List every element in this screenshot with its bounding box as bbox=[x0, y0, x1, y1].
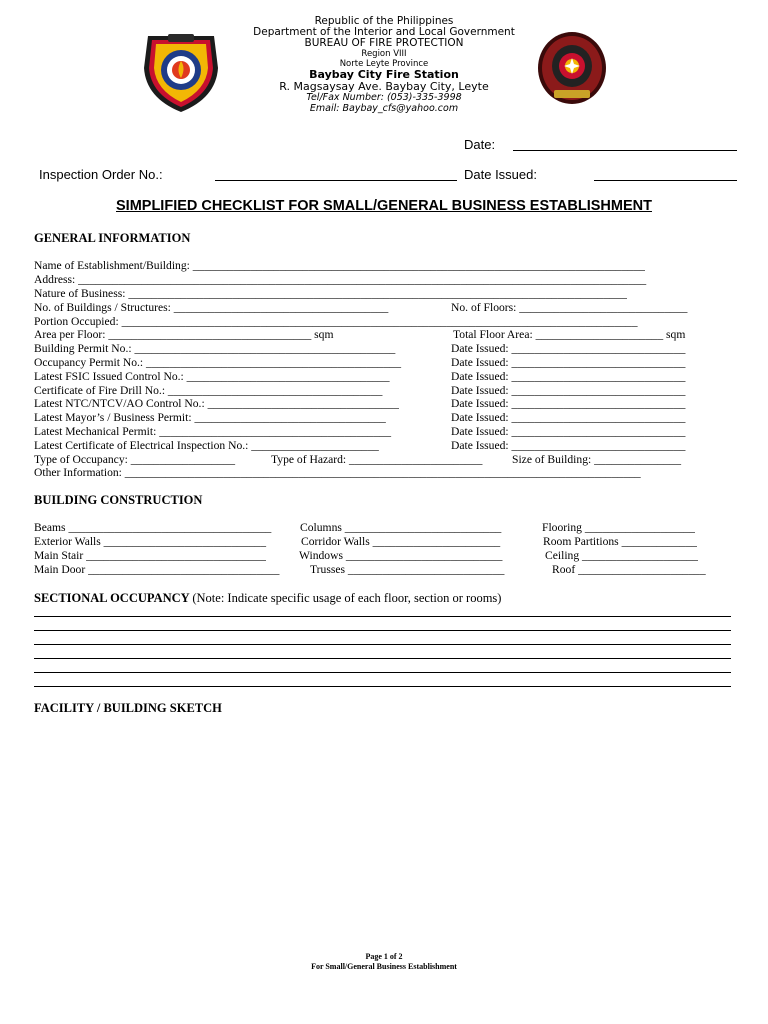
facility-sketch-heading: FACILITY / BUILDING SKETCH bbox=[34, 701, 222, 715]
header-line-1: Republic of the Philippines bbox=[314, 15, 454, 27]
page-footer bbox=[0, 952, 768, 972]
date-issued-fsic[interactable]: Date Issued: ______________________________ bbox=[451, 370, 686, 383]
date-issued-mayors-permit[interactable]: Date Issued: ______________________________ bbox=[451, 411, 686, 424]
general-row-address[interactable]: Address: __________________________________________________________________________________________________ bbox=[34, 273, 647, 286]
corridor-walls-field[interactable]: Corridor Walls ______________________ bbox=[301, 535, 501, 548]
general-row-no-of-floors[interactable]: No. of Floors: _____________________________ bbox=[451, 301, 688, 314]
general-row-ntc-control[interactable]: Latest NTC/NTCV/AO Control No.: _________________________________ bbox=[34, 397, 399, 410]
date-issued-electrical[interactable]: Date Issued: ______________________________ bbox=[451, 439, 686, 452]
general-info-heading: GENERAL INFORMATION bbox=[34, 231, 191, 245]
inspection-order-input-line[interactable] bbox=[215, 169, 457, 181]
date-issued-input-line[interactable] bbox=[594, 169, 737, 181]
size-of-building-field[interactable]: Size of Building: _______________ bbox=[512, 453, 682, 466]
header-line-8: Tel/Fax Number: (053)-335-3998 bbox=[306, 92, 462, 103]
general-row-no-of-buildings[interactable]: No. of Buildings / Structures: _____________________________________ bbox=[34, 301, 389, 314]
flooring-field[interactable]: Flooring ___________________ bbox=[542, 521, 695, 534]
type-of-occupancy-field[interactable]: Type of Occupancy: __________________ bbox=[34, 453, 236, 466]
header-line-7: R. Magsaysay Ave. Baybay City, Leyte bbox=[279, 79, 489, 93]
date-issued-mechanical-permit[interactable]: Date Issued: ______________________________ bbox=[451, 425, 686, 438]
sectional-line[interactable] bbox=[34, 658, 731, 659]
general-row-mayors-permit[interactable]: Latest Mayor’s / Business Permit: _________________________________ bbox=[34, 411, 386, 424]
footer-subtitle: For Small/General Business Establishment bbox=[311, 962, 457, 971]
date-issued-label: Date Issued: bbox=[464, 167, 537, 182]
general-row-fire-drill[interactable]: Certificate of Fire Drill No.: _____________________________________ bbox=[34, 384, 383, 397]
ceiling-field[interactable]: Ceiling ____________________ bbox=[545, 549, 698, 562]
header-line-2: Department of the Interior and Local Government bbox=[253, 26, 515, 38]
general-row-establishment[interactable]: Name of Establishment/Building: ______________________________________________________________________________ bbox=[34, 259, 645, 272]
general-row-fsic-control[interactable]: Latest FSIC Issued Control No.: ___________________________________ bbox=[34, 370, 390, 383]
header-line-5: Norte Leyte Province bbox=[339, 59, 429, 69]
date-issued-occupancy-permit[interactable]: Date Issued: ______________________________ bbox=[451, 356, 686, 369]
main-door-field[interactable]: Main Door _________________________________ bbox=[34, 563, 280, 576]
sectional-line[interactable] bbox=[34, 616, 731, 617]
date-issued-ntc[interactable]: Date Issued: ______________________________ bbox=[451, 397, 686, 410]
sectional-line[interactable] bbox=[34, 644, 731, 645]
general-row-mechanical-permit[interactable]: Latest Mechanical Permit: ________________________________________ bbox=[34, 425, 392, 438]
main-stair-field[interactable]: Main Stair _______________________________ bbox=[34, 549, 266, 562]
header-line-4: Region VIII bbox=[361, 49, 407, 59]
general-row-area-per-floor[interactable]: Area per Floor: ___________________________________ sqm bbox=[34, 328, 334, 341]
fire-station-badge-logo bbox=[536, 30, 608, 106]
general-row-occupancy-permit[interactable]: Occupancy Permit No.: ____________________________________________ bbox=[34, 356, 402, 369]
general-row-portion-occupied[interactable]: Portion Occupied: _________________________________________________________________________________________ bbox=[34, 315, 638, 328]
exterior-walls-field[interactable]: Exterior Walls ____________________________ bbox=[34, 535, 266, 548]
header-line-3: BUREAU OF FIRE PROTECTION bbox=[304, 37, 464, 49]
sectional-line[interactable] bbox=[34, 686, 731, 687]
date-input-line[interactable] bbox=[513, 139, 737, 151]
roof-field[interactable]: Roof ______________________ bbox=[552, 563, 706, 576]
bfp-seal-logo bbox=[138, 28, 224, 114]
sectional-occupancy-note: (Note: Indicate specific usage of each floor, section or rooms) bbox=[192, 591, 502, 605]
date-label: Date: bbox=[464, 137, 496, 152]
other-information-field[interactable]: Other Information: _________________________________________________________________________________________ bbox=[34, 466, 641, 479]
beams-field[interactable]: Beams ___________________________________ bbox=[34, 521, 272, 534]
columns-field[interactable]: Columns ___________________________ bbox=[300, 521, 502, 534]
letterhead bbox=[0, 16, 768, 114]
date-issued-building-permit[interactable]: Date Issued: ______________________________ bbox=[451, 342, 686, 355]
sectional-occupancy-title: SECTIONAL OCCUPANCY bbox=[34, 591, 190, 605]
sectional-occupancy-heading bbox=[34, 591, 501, 606]
general-row-total-floor-area[interactable]: Total Floor Area: ______________________ sqm bbox=[453, 328, 686, 341]
sketch-area[interactable] bbox=[34, 722, 731, 942]
header-line-6: Baybay City Fire Station bbox=[309, 68, 459, 81]
general-row-building-permit[interactable]: Building Permit No.: _____________________________________________ bbox=[34, 342, 396, 355]
type-of-hazard-field[interactable]: Type of Hazard: _______________________ bbox=[271, 453, 483, 466]
inspection-order-label: Inspection Order No.: bbox=[39, 167, 163, 182]
general-row-nature-of-business[interactable]: Nature of Business: ______________________________________________________________________________________ bbox=[34, 287, 627, 300]
general-row-electrical-inspection[interactable]: Latest Certificate of Electrical Inspection No.: ______________________ bbox=[34, 439, 379, 452]
date-field bbox=[464, 137, 495, 152]
sectional-line[interactable] bbox=[34, 630, 731, 631]
building-construction-heading: BUILDING CONSTRUCTION bbox=[34, 493, 203, 507]
header-line-9: Email: Baybay_cfs@yahoo.com bbox=[309, 103, 459, 114]
trusses-field[interactable]: Trusses ___________________________ bbox=[310, 563, 505, 576]
windows-field[interactable]: Windows ___________________________ bbox=[299, 549, 503, 562]
sectional-line[interactable] bbox=[34, 672, 731, 673]
page-number: Page 1 of 2 bbox=[365, 952, 403, 961]
date-issued-fire-drill[interactable]: Date Issued: ______________________________ bbox=[451, 384, 686, 397]
checklist-title: SIMPLIFIED CHECKLIST FOR SMALL/GENERAL BUSINESS ESTABLISHMENT bbox=[116, 198, 652, 214]
room-partitions-field[interactable]: Room Partitions _____________ bbox=[543, 535, 697, 548]
